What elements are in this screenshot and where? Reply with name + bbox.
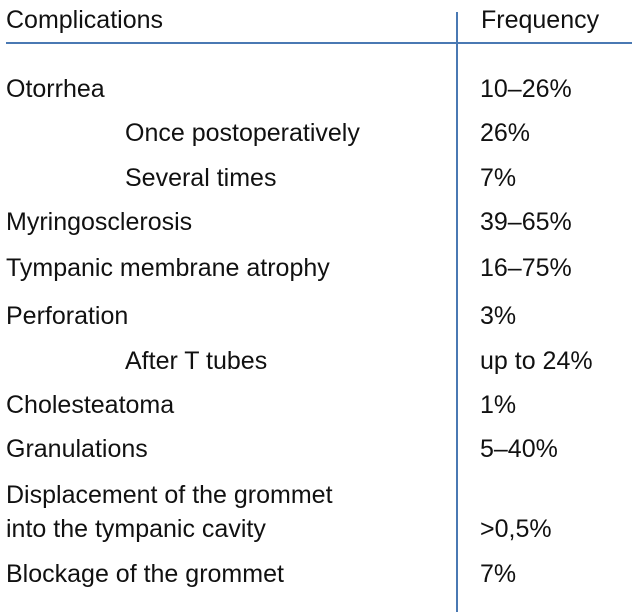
- complication-cell: Cholesteatoma: [6, 391, 175, 419]
- frequency-cell: 10–26%: [480, 75, 572, 103]
- column-divider: [456, 12, 458, 612]
- frequency-cell: 26%: [480, 119, 531, 147]
- complication-cell: Blockage of the grommet: [6, 560, 284, 588]
- frequency-cell: up to 24%: [480, 347, 593, 375]
- frequency-cell: 7%: [480, 560, 517, 588]
- frequency-cell: 1%: [480, 391, 517, 419]
- frequency-cell: 39–65%: [480, 208, 572, 236]
- complication-cell: Tympanic membrane atrophy: [6, 254, 330, 282]
- complication-cell: Perforation: [6, 302, 129, 330]
- frequency-cell: >0,5%: [480, 515, 552, 543]
- complication-subcell: Several times: [125, 164, 277, 192]
- frequency-header: Frequency: [481, 6, 600, 34]
- complication-cell-line2: into the tympanic cavity: [6, 515, 266, 543]
- complication-cell: Otorrhea: [6, 75, 105, 103]
- complication-cell: Granulations: [6, 435, 148, 463]
- frequency-cell: 3%: [480, 302, 517, 330]
- complication-cell: Myringosclerosis: [6, 208, 193, 236]
- frequency-cell: 16–75%: [480, 254, 572, 282]
- complication-subcell: After T tubes: [125, 347, 268, 375]
- frequency-cell: 7%: [480, 164, 517, 192]
- frequency-cell: 5–40%: [480, 435, 558, 463]
- complication-cell-line1: Displacement of the grommet: [6, 481, 333, 509]
- complication-subcell: Once postoperatively: [125, 119, 360, 147]
- header-divider: [6, 42, 632, 44]
- complications-header: Complications: [6, 6, 164, 34]
